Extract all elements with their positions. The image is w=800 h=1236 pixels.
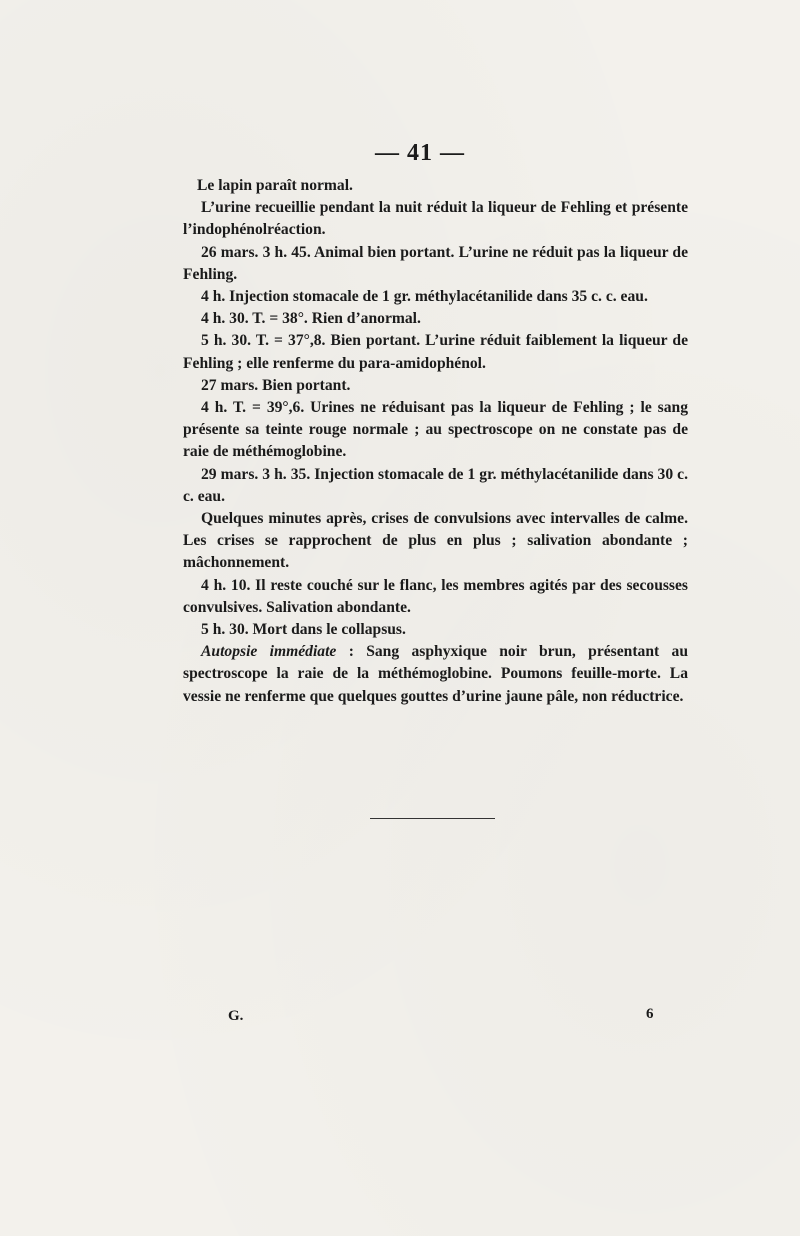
paragraph: 5 h. 30. T. = 37°,8. Bien portant. L’urine réduit faiblement la liqueur de Fehling ; elle renferme du para-amidophénol. xyxy=(183,332,688,372)
paragraph: 26 mars. 3 h. 45. Animal bien portant. L’urine ne réduit pas la liqueur de Fehling. xyxy=(183,243,688,283)
autopsy-paragraph xyxy=(183,641,688,708)
autopsy-label: Autopsie immédiate xyxy=(201,643,337,661)
body-text xyxy=(183,175,688,708)
section-rule xyxy=(370,818,495,819)
paragraph: 5 h. 30. Mort dans le collapsus. xyxy=(201,621,406,639)
paragraph: L’urine recueillie pendant la nuit réduit la liqueur de Fehling et présente l’indophénolréaction. xyxy=(183,199,688,239)
page-number: — 41 — xyxy=(375,140,465,166)
signature-mark: G. xyxy=(228,1008,244,1024)
paragraph: 4 h. Injection stomacale de 1 gr. méthylacétanilide dans 35 c. c. eau. xyxy=(201,288,648,306)
paragraph: 4 h. 10. Il reste couché sur le flanc, les membres agités par des secousses convulsives. Salivation abondante. xyxy=(183,576,688,616)
paragraph: 4 h. T. = 39°,6. Urines ne réduisant pas la liqueur de Fehling ; le sang présente sa teinte rouge normale ; au spectroscope on ne constate pas de raie de méthémoglobine. xyxy=(183,399,688,461)
paragraph: 27 mars. Bien portant. xyxy=(201,376,351,394)
paragraph: 4 h. 30. T. = 38°. Rien d’anormal. xyxy=(201,310,421,328)
autopsy-text: : Sang asphyxique noir brun, présentant au spectroscope la raie de la méthémoglobine. Poumons feuille-morte. La vessie ne renferme que quelques gouttes d’urine jaune pâle, non réductrice. xyxy=(183,643,688,705)
paragraph: Quelques minutes après, crises de convulsions avec intervalles de calme. Les crises se rapprochent de plus en plus ; salivation abondante ; mâchonnement. xyxy=(183,510,688,572)
sheet-number: 6 xyxy=(646,1006,654,1022)
paragraph: 29 mars. 3 h. 35. Injection stomacale de 1 gr. méthylacétanilide dans 30 c. c. eau. xyxy=(183,465,688,505)
paragraph: Le lapin paraît normal. xyxy=(197,177,353,194)
